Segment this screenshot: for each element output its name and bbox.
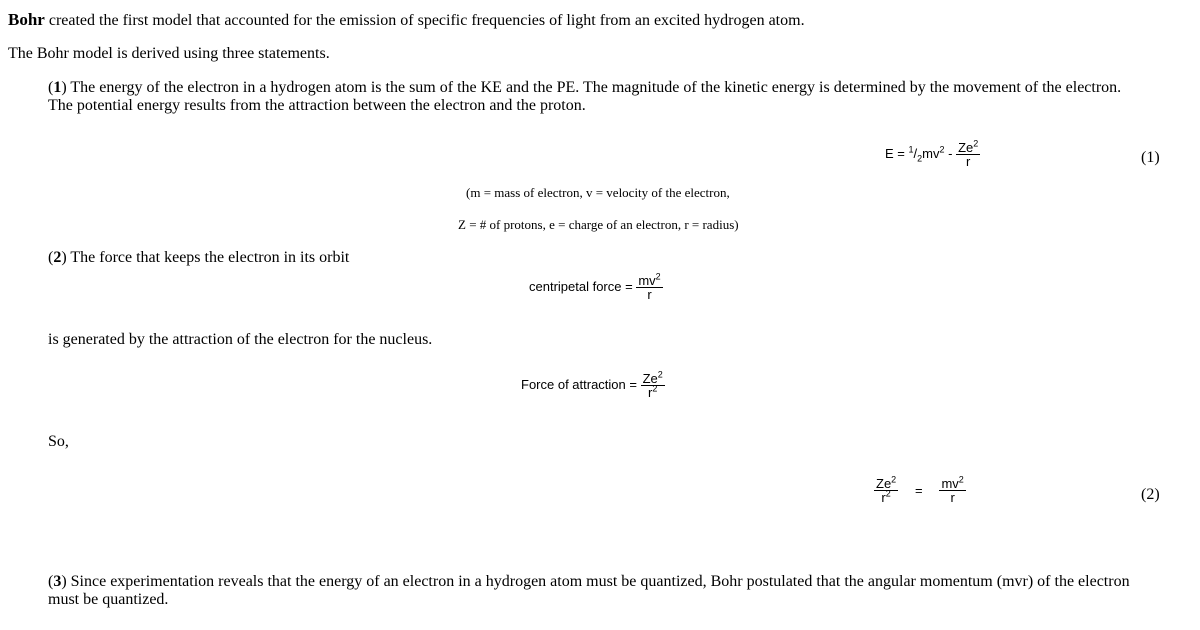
- eq1-mv-exp: 2: [939, 144, 945, 155]
- eq2-left-denominator: [874, 488, 898, 505]
- variables-note-line-1: (m = mass of electron, v = velocity of the electron,: [466, 185, 730, 200]
- eq1-fraction-denominator: r: [966, 154, 971, 169]
- eq2-mv: mv: [941, 476, 959, 491]
- attraction-denominator: [641, 383, 665, 400]
- attraction-force-equation: [521, 369, 665, 400]
- so-text: So,: [48, 433, 69, 450]
- eq2-right-numerator: [939, 474, 965, 491]
- eq1-mv: mv: [922, 145, 940, 161]
- statement-2: (2) The force that keeps the electron in its orbit: [48, 249, 350, 266]
- centripetal-numerator: [636, 271, 662, 288]
- model-sentence: The Bohr model is derived using three statements.: [8, 45, 330, 62]
- attraction-label: Force of attraction =: [521, 376, 641, 392]
- eq1-fraction: [956, 138, 980, 169]
- eq1-ze: Ze: [958, 140, 974, 155]
- eq1-ze-exp: 2: [973, 138, 979, 149]
- statement-3-text: Since experimentation reveals that the energy of an electron in a hydrogen atom must be quantized, Bohr postulated that the angular momentum (mvr) of the electron must be quantized.: [48, 573, 1130, 608]
- eq2-r-exp: 2: [885, 488, 891, 499]
- attraction-ze-exp: 2: [657, 369, 663, 380]
- centripetal-denominator: r: [647, 287, 652, 302]
- centripetal-force-equation: [529, 271, 663, 302]
- statement-1: (1) The energy of the electron in a hydrogen atom is the sum of the KE and the PE. The magnitude of the kinetic energy is determined by the movement of the electron. The potential energy results from the attraction between the electron and the proton.: [48, 79, 1122, 114]
- eq1-minus: -: [944, 145, 957, 161]
- eq2-equals: =: [915, 483, 923, 498]
- eq2-ze: Ze: [876, 476, 892, 491]
- generated-sentence: is generated by the attraction of the electron for the nucleus.: [48, 331, 433, 348]
- eq1-half-num: 1: [908, 144, 914, 155]
- eq1-lhs: E =: [885, 145, 909, 161]
- statement-2-number: 2: [53, 249, 62, 266]
- eq1-half-den: 2: [917, 153, 923, 164]
- centripetal-label: centripetal force =: [529, 278, 637, 294]
- attraction-r-exp: 2: [652, 383, 658, 394]
- eq2-left-fraction: [874, 474, 898, 505]
- equation-2: [874, 474, 966, 505]
- centripetal-fraction: [636, 271, 662, 302]
- equation-1-number: (1): [1141, 149, 1160, 166]
- centripetal-mv-exp: 2: [655, 271, 661, 282]
- statement-1-text: The energy of the electron in a hydrogen atom is the sum of the KE and the PE. The magnitude of the kinetic energy is determined by the movement of the electron. The potential energy results from the attraction between the electron and the proton.: [48, 79, 1122, 114]
- eq2-right-fraction: [939, 474, 965, 505]
- eq2-r: r: [881, 490, 886, 505]
- equation-1: [885, 138, 980, 169]
- eq1-fraction-numerator: [956, 138, 980, 155]
- attraction-ze: Ze: [642, 371, 658, 386]
- equation-2-number: (2): [1141, 486, 1160, 503]
- centripetal-mv: mv: [638, 273, 656, 288]
- statement-1-number: 1: [53, 79, 62, 96]
- eq2-ze-exp: 2: [891, 474, 897, 485]
- eq1-slash: /: [913, 145, 918, 161]
- eq2-right-denominator: r: [950, 490, 955, 505]
- statement-3-number: 3: [53, 573, 62, 590]
- intro-bold-term: Bohr: [8, 10, 45, 29]
- attraction-fraction: [641, 369, 665, 400]
- eq2-mv-exp: 2: [958, 474, 964, 485]
- statement-2-text: The force that keeps the electron in its orbit: [66, 249, 350, 266]
- statement-3: (3) Since experimentation reveals that the energy of an electron in a hydrogen atom must be quantized, Bohr postulated that the angular momentum (mvr) of the electron must be quantized.: [48, 573, 1130, 608]
- variables-note-line-2: Z = # of protons, e = charge of an electron, r = radius): [458, 217, 739, 232]
- attraction-r: r: [648, 385, 653, 400]
- intro-text: created the first model that accounted for the emission of specific frequencies of light from an excited hydrogen atom.: [44, 12, 805, 29]
- intro-paragraph: [8, 10, 805, 30]
